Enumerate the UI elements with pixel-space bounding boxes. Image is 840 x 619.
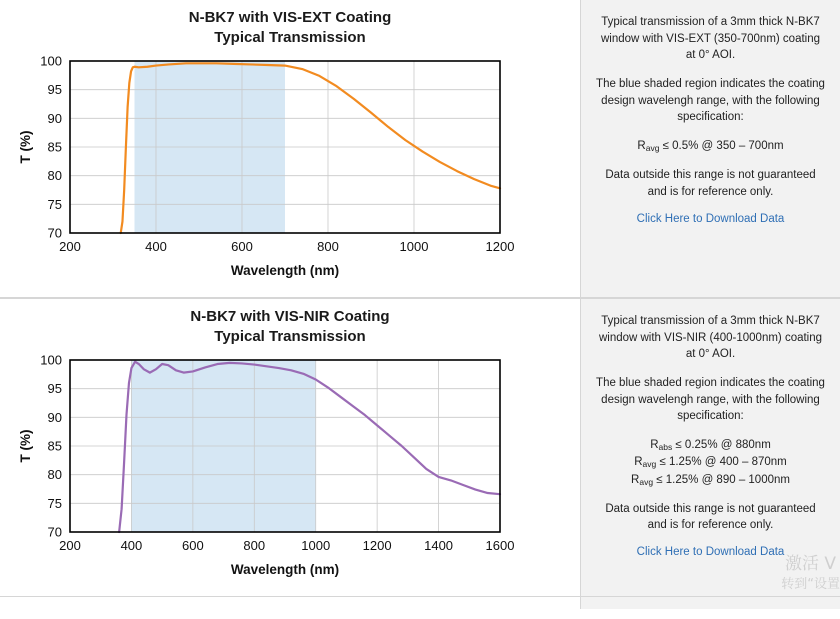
activation-watermark-line2: 转到“设置 bbox=[781, 577, 840, 592]
x-tick-label: 800 bbox=[243, 538, 266, 553]
description-paragraph-3: Data outside this range is not guaranteed and is for reference only. bbox=[605, 502, 816, 532]
specification-list bbox=[595, 437, 826, 489]
description-paragraph-2: The blue shaded region indicates the coating design wavelengh range, with the following specification: bbox=[596, 78, 825, 124]
x-tick-label: 1000 bbox=[399, 239, 429, 254]
chart-title-vis-ext bbox=[0, 8, 580, 47]
description-paragraph-2: The blue shaded region indicates the coating design wavelengh range, with the following specification: bbox=[596, 377, 825, 423]
x-tick-label: 200 bbox=[59, 538, 81, 553]
y-tick-label: 85 bbox=[47, 139, 62, 155]
y-axis-label: T (%) bbox=[18, 130, 33, 164]
specification-line: $R_{avg} \le 0.5\%$ @ 350 – 700nm bbox=[637, 140, 784, 154]
transmission-plot-vis-ext bbox=[0, 47, 581, 297]
y-tick-label: 95 bbox=[47, 381, 62, 397]
x-tick-label: 1600 bbox=[485, 538, 515, 553]
y-tick-label: 75 bbox=[47, 495, 62, 511]
x-tick-label: 400 bbox=[145, 239, 167, 254]
chart-cell-vis-ext bbox=[0, 0, 581, 297]
chart-row-vis-ext bbox=[0, 0, 840, 298]
y-tick-label: 100 bbox=[40, 53, 62, 69]
x-tick-label: 600 bbox=[182, 538, 204, 553]
y-tick-label: 100 bbox=[40, 352, 62, 368]
chart-title-line1: N-BK7 with VIS-NIR Coating bbox=[190, 308, 390, 325]
description-paragraph-1: Typical transmission of a 3mm thick N-BK7 window with VIS-NIR (400-1000nm) coating at 0° AOI. bbox=[598, 315, 823, 361]
chart-title-line1: N-BK7 with VIS-EXT Coating bbox=[188, 9, 392, 26]
x-axis-label: Wavelength (nm) bbox=[230, 263, 340, 278]
chart-title-vis-nir bbox=[0, 307, 580, 346]
description-paragraph-1: Typical transmission of a 3mm thick N-BK7 window with VIS-EXT (350-700nm) coating at 0° AOI. bbox=[600, 16, 821, 62]
x-tick-label: 200 bbox=[59, 239, 81, 254]
y-tick-label: 70 bbox=[47, 524, 62, 540]
y-tick-label: 90 bbox=[47, 409, 62, 425]
chart-cell-vis-nir bbox=[0, 299, 581, 596]
specification-line: $R_{avg} \le 1.25\%$ @ 400 – 870nm bbox=[634, 456, 787, 470]
description-cell-vis-nir bbox=[581, 299, 840, 596]
plot-area-vis-nir bbox=[0, 346, 581, 596]
chart-row-vis-nir bbox=[0, 298, 840, 597]
y-tick-label: 75 bbox=[47, 196, 62, 212]
x-tick-label: 1200 bbox=[362, 538, 392, 553]
transmission-plot-vis-nir bbox=[0, 346, 581, 596]
y-tick-label: 95 bbox=[47, 82, 62, 98]
x-tick-label: 1400 bbox=[424, 538, 454, 553]
activation-watermark-line1: 激活 V bbox=[784, 554, 836, 574]
download-data-link[interactable]: Click Here to Download Data bbox=[636, 212, 785, 225]
x-tick-label: 800 bbox=[317, 239, 339, 254]
y-tick-label: 90 bbox=[47, 110, 62, 126]
x-tick-label: 400 bbox=[120, 538, 143, 553]
bottom-row-divider bbox=[0, 597, 840, 609]
specification-line: $R_{abs} \le 0.25\%$ @ 880nm bbox=[650, 439, 771, 453]
bottom-right-cell bbox=[581, 597, 840, 609]
y-tick-label: 70 bbox=[47, 225, 62, 241]
x-tick-label: 1000 bbox=[301, 538, 331, 553]
download-data-link[interactable]: Click Here to Download Data bbox=[636, 546, 785, 559]
chart-title-line2: Typical Transmission bbox=[214, 327, 366, 345]
description-cell-vis-ext bbox=[581, 0, 840, 297]
y-tick-label: 80 bbox=[47, 467, 62, 483]
specification-list bbox=[595, 138, 826, 155]
plot-area-vis-ext bbox=[0, 47, 581, 297]
bottom-left-cell bbox=[0, 597, 581, 609]
specification-line: $R_{avg} \le 1.25\%$ @ 890 – 1000nm bbox=[631, 473, 790, 487]
y-axis-label: T (%) bbox=[18, 429, 33, 463]
x-axis-label: Wavelength (nm) bbox=[230, 562, 340, 577]
y-tick-label: 85 bbox=[47, 438, 62, 454]
chart-title-line2: Typical Transmission bbox=[214, 28, 366, 46]
y-tick-label: 80 bbox=[47, 168, 62, 184]
description-paragraph-3: Data outside this range is not guaranteed and is for reference only. bbox=[605, 169, 816, 198]
x-tick-label: 600 bbox=[231, 239, 253, 254]
x-tick-label: 1200 bbox=[485, 239, 515, 254]
